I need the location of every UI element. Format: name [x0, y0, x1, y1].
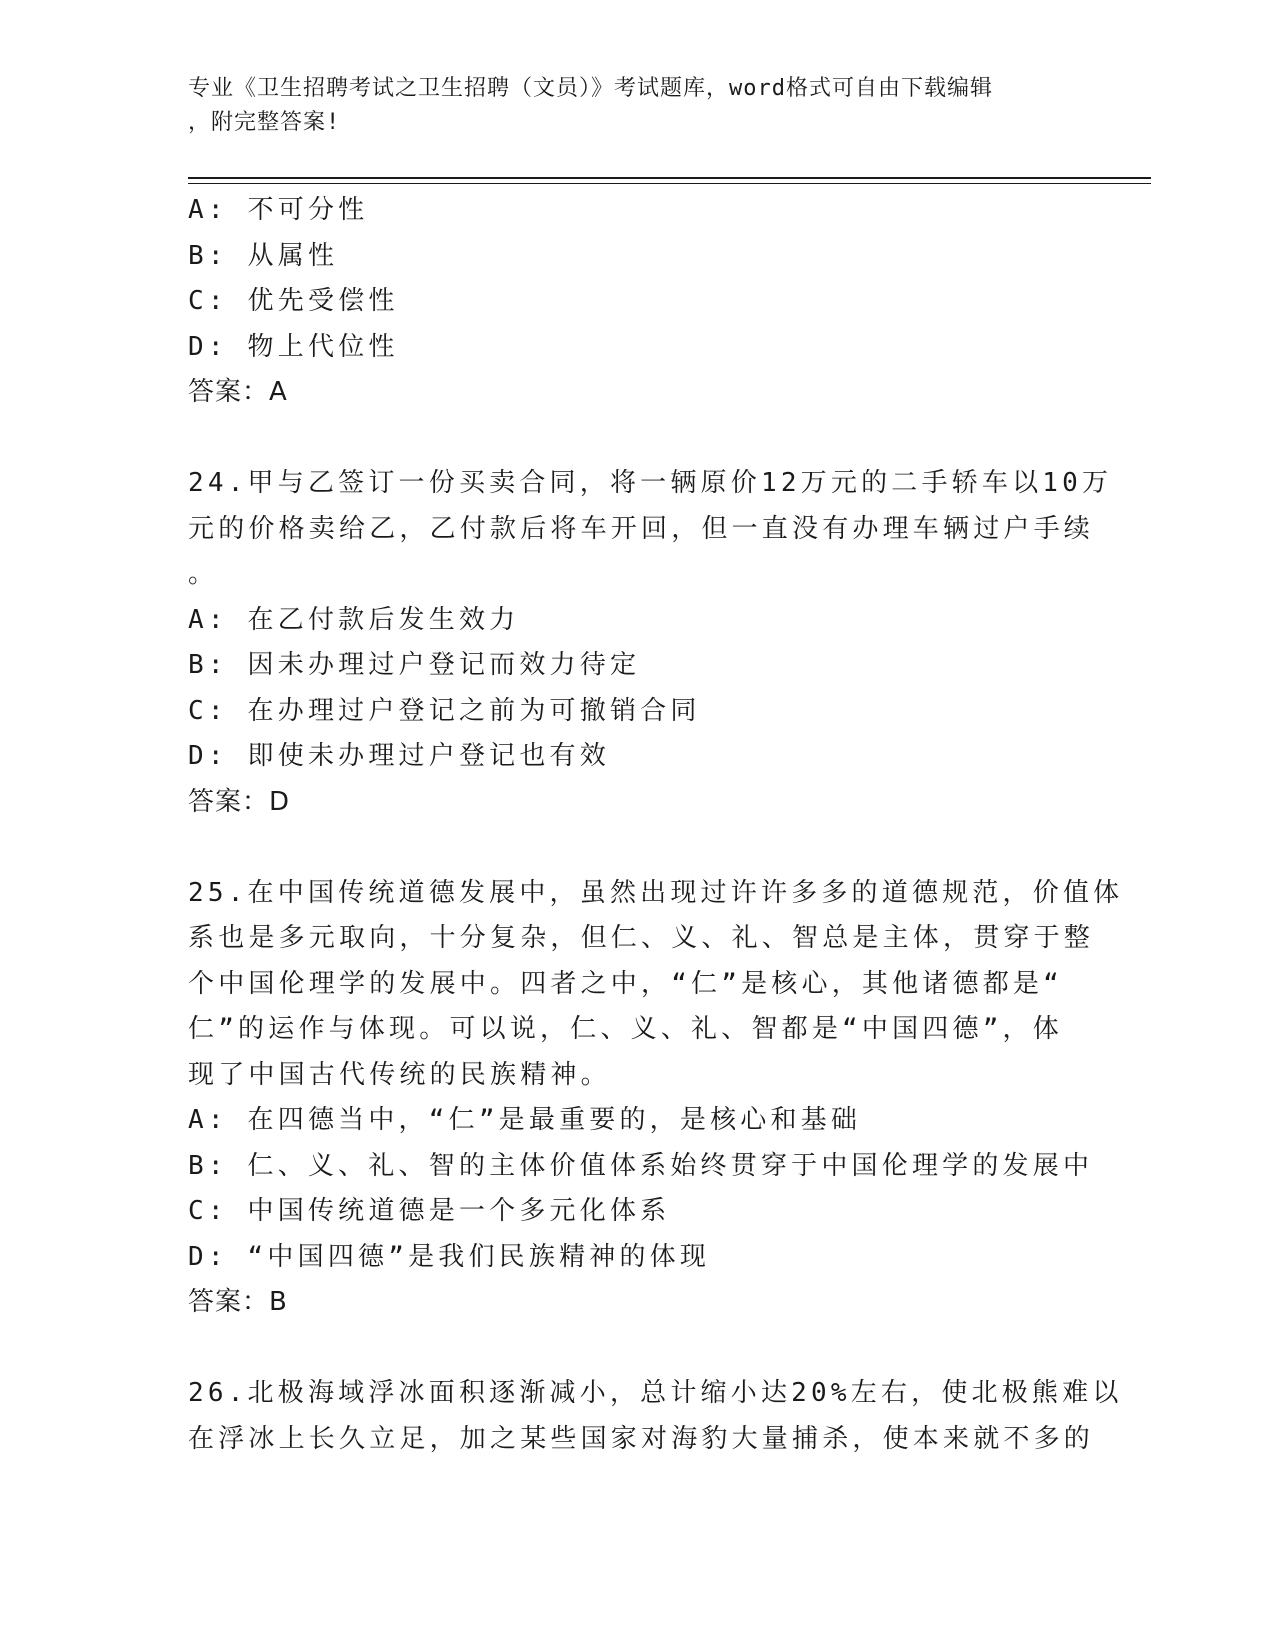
question-text-line: 现了中国古代传统的民族精神。 — [188, 1059, 611, 1090]
header-line-2: ，附完整答案! — [188, 110, 341, 135]
question-text-line: 仁”的运作与体现。可以说，仁、义、礼、智都是“中国四德”，体 — [188, 1014, 1063, 1044]
option-c: C: 优先受偿性 — [188, 286, 399, 316]
option-a: A: 在四德当中，“仁”是最重要的，是核心和基础 — [188, 1105, 862, 1135]
answer-line: 答案：B — [188, 1287, 288, 1317]
option-d: D: “中国四德”是我们民族精神的体现 — [188, 1241, 711, 1272]
question-text-line: 在浮冰上长久立足，加之某些国家对海豹大量捕杀，使本来就不多的 — [188, 1423, 1095, 1454]
question-text-line: 24.甲与乙签订一份买卖合同，将一辆原价12万元的二手轿车以10万 — [188, 468, 1113, 498]
option-b: B: 仁、义、礼、智的主体价值体系始终贯穿于中国伦理学的发展中 — [188, 1150, 1094, 1181]
option-c: C: 中国传统道德是一个多元化体系 — [188, 1196, 671, 1226]
question-text-line: 系也是多元取向，十分复杂，但仁、义、礼、智总是主体，贯穿于整 — [188, 923, 1095, 953]
header-divider-thin — [188, 183, 1151, 184]
answer-line: 答案：D — [188, 786, 291, 817]
option-b: B: 因未办理过户登记而效力待定 — [188, 650, 641, 680]
question-24 — [188, 461, 1113, 825]
question-text-line: 个中国伦理学的发展中。四者之中，“仁”是核心，其他诸德都是“ — [188, 968, 1063, 999]
question-content — [188, 188, 1124, 1462]
page-header — [188, 72, 1088, 140]
spacer — [188, 825, 1088, 871]
question-text-line: 26.北极海域浮冰面积逐渐减小，总计缩小达20%左右，使北极熊难以 — [188, 1378, 1123, 1408]
option-c: C: 在办理过户登记之前为可撤销合同 — [188, 695, 701, 726]
option-a: A: 在乙付款后发生效力 — [188, 604, 520, 635]
question-26 — [188, 1371, 1123, 1462]
question-25 — [188, 871, 1124, 1326]
option-a: A: 不可分性 — [188, 195, 369, 225]
option-d: D: 即使未办理过户登记也有效 — [188, 741, 610, 771]
header-line-1: 专业《卫生招聘考试之卫生招聘（文员）》考试题库，word格式可自由下载编辑 — [188, 76, 993, 101]
answer-line: 答案：A — [188, 377, 288, 407]
question-text-line: 。 — [188, 559, 219, 589]
spacer — [188, 416, 1088, 462]
question-text-line: 元的价格卖给乙，乙付款后将车开回，但一直没有办理车辆过户手续 — [188, 513, 1095, 544]
question-text-line: 25.在中国传统道德发展中，虽然出现过许许多多的道德规范，价值体 — [188, 877, 1124, 908]
option-b: B: 从属性 — [188, 240, 339, 271]
spacer — [188, 1326, 1088, 1372]
question-23-options — [188, 188, 1088, 416]
header-divider-thick — [188, 177, 1151, 179]
option-d: D: 物上代位性 — [188, 331, 399, 362]
